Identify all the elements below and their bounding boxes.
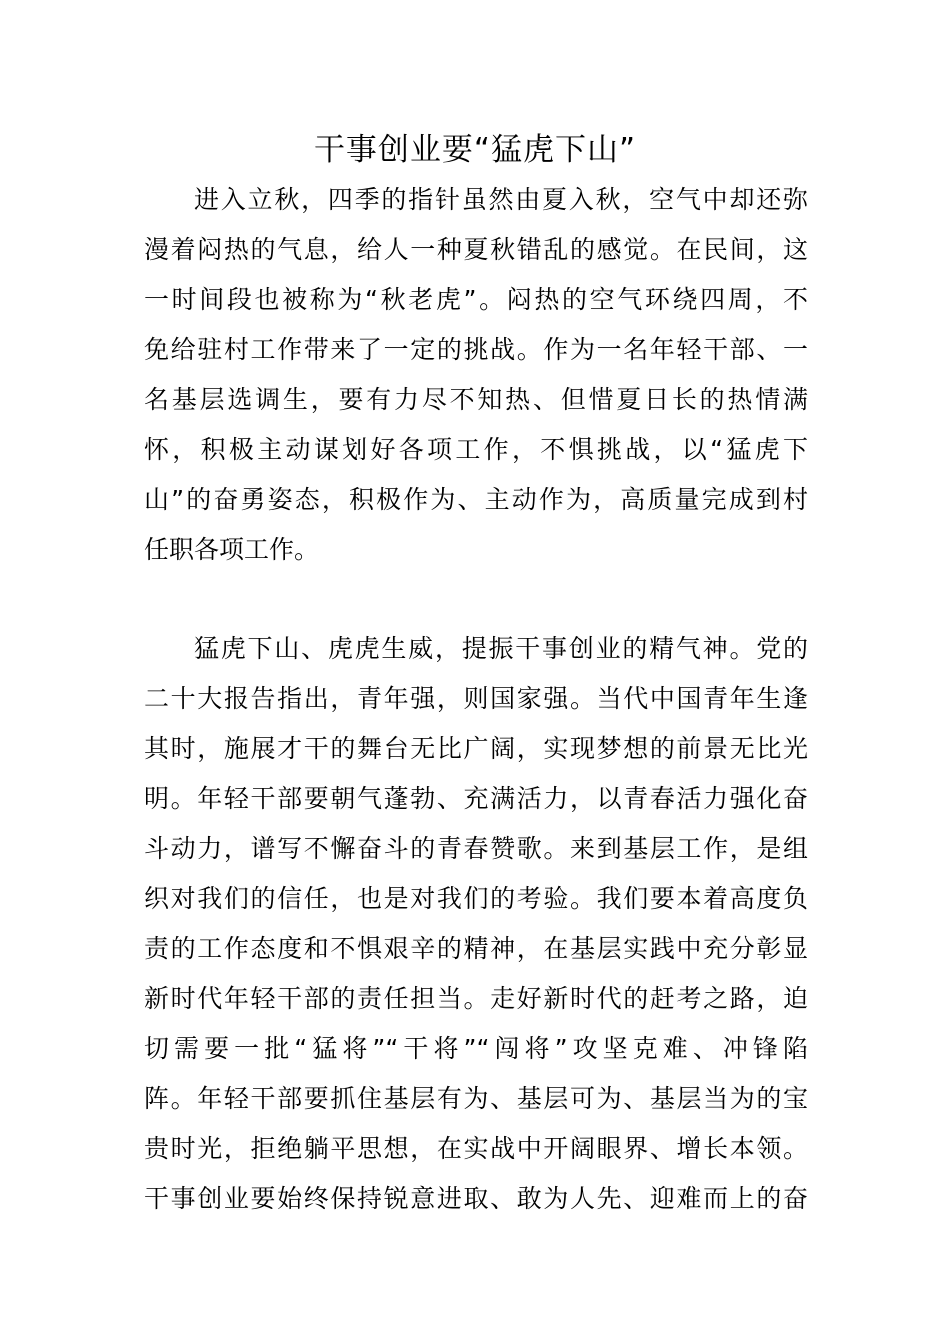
paragraph-line: 新时代年轻干部的责任担当。走好新时代的赶考之路，迫 bbox=[144, 984, 808, 1013]
paragraph-line: 名基层选调生，要有力尽不知热、但惜夏日长的热情满 bbox=[144, 385, 808, 414]
paragraph-line: 免给驻村工作带来了一定的挑战。作为一名年轻干部、一 bbox=[144, 335, 808, 364]
document-title: 干事创业要“猛虎下山” bbox=[313, 132, 637, 168]
paragraph-line: 猛虎下山、虎虎生威，提振干事创业的精气神。党的 bbox=[194, 634, 808, 663]
paragraph-line: 织对我们的信任，也是对我们的考验。我们要本着高度负 bbox=[144, 884, 808, 913]
paragraph-line: 贵时光，拒绝躺平思想，在实战中开阔眼界、增长本领。 bbox=[144, 1134, 808, 1163]
paragraph-line: 阵。年轻干部要抓住基层有为、基层可为、基层当为的宝 bbox=[144, 1084, 808, 1113]
paragraph-line: 漫着闷热的气息，给人一种夏秋错乱的感觉。在民间，这 bbox=[144, 235, 808, 264]
paragraph-line: 任职各项工作。 bbox=[144, 535, 320, 564]
paragraph-line: 进入立秋，四季的指针虽然由夏入秋，空气中却还弥 bbox=[194, 185, 808, 214]
paragraph-line: 切需要一批“猛将”“干将”“闯将”攻坚克难、冲锋陷 bbox=[144, 1034, 808, 1063]
paragraph-line: 斗动力，谱写不懈奋斗的青春赞歌。来到基层工作，是组 bbox=[144, 834, 808, 863]
paragraph-line: 其时，施展才干的舞台无比广阔，实现梦想的前景无比光 bbox=[144, 734, 808, 763]
paragraph-line: 干事创业要始终保持锐意进取、敢为人先、迎难而上的奋 bbox=[144, 1184, 808, 1213]
paragraph-line: 山”的奋勇姿态，积极作为、主动作为，高质量完成到村 bbox=[144, 485, 808, 514]
paragraph-line: 二十大报告指出，青年强，则国家强。当代中国青年生逢 bbox=[144, 684, 808, 713]
paragraph-line: 一时间段也被称为“秋老虎”。闷热的空气环绕四周，不 bbox=[144, 285, 808, 314]
paragraph-line: 责的工作态度和不惧艰辛的精神，在基层实践中充分彰显 bbox=[144, 934, 808, 963]
paragraph-line: 怀，积极主动谋划好各项工作，不惧挑战，以“猛虎下 bbox=[144, 435, 808, 464]
paragraph-line: 明。年轻干部要朝气蓬勃、充满活力，以青春活力强化奋 bbox=[144, 784, 808, 813]
